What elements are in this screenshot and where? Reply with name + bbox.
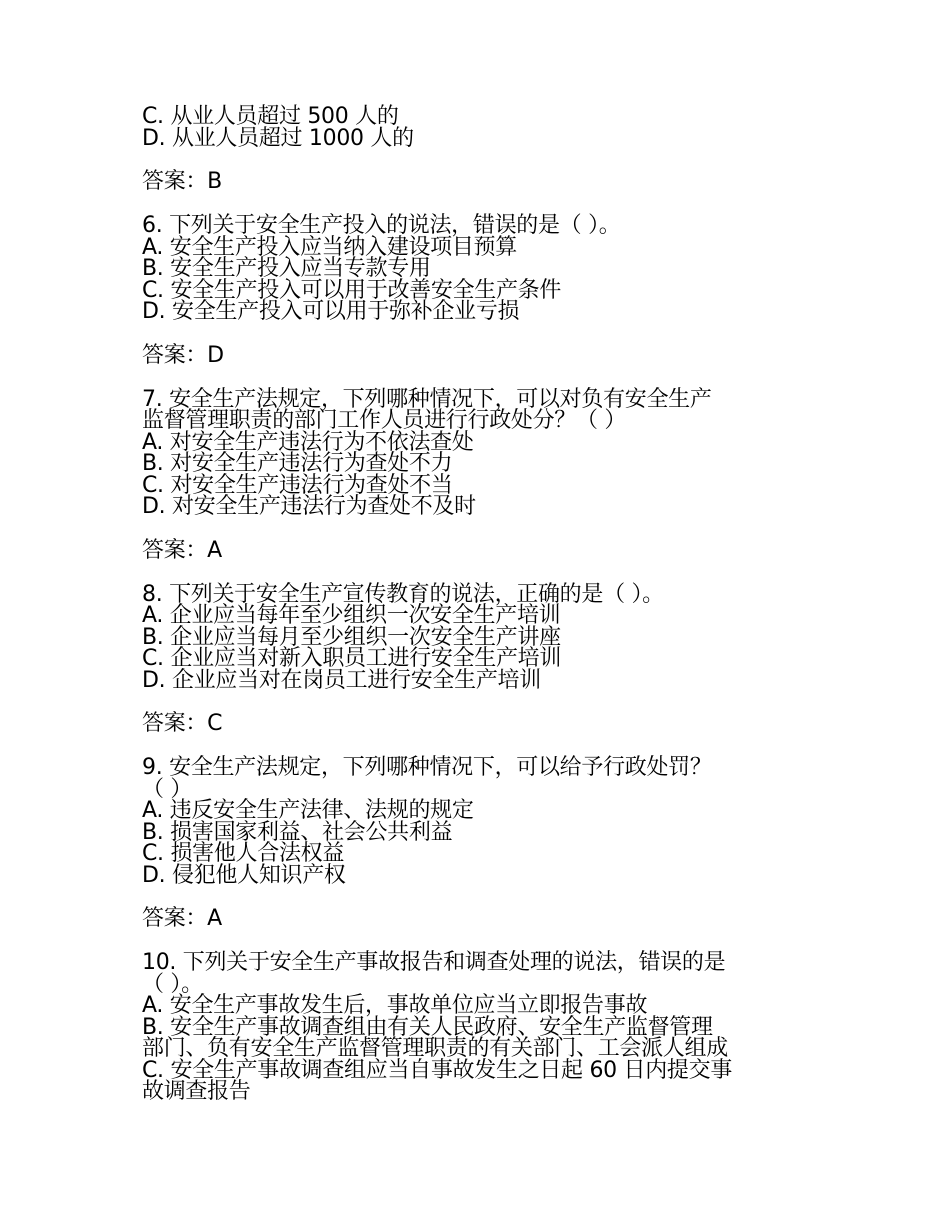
option-c: C. 企业应当对新入职员工进行安全生产培训 [142, 646, 562, 671]
question-text: 9. 安全生产法规定，下列哪种情况下，可以给予行政处罚？ [142, 755, 712, 780]
question-text: 7. 安全生产法规定，下列哪种情况下，可以对负有安全生产 [142, 386, 712, 412]
question-text: 6. 下列关于安全生产投入的说法，错误的是（ ）。 [142, 213, 621, 238]
option-b: B. 安全生产投入应当专款专用 [142, 256, 431, 281]
option-c: C. 安全生产投入可以用于改善安全生产条件 [142, 277, 562, 303]
option-a: A. 违反安全生产法律、法规的规定 [142, 798, 474, 823]
question-text: 8. 下列关于安全生产宣传教育的说法，正确的是（ ）。 [142, 581, 664, 607]
question-block-7 [142, 386, 822, 563]
option-a: A. 企业应当每年至少组织一次安全生产培训 [142, 603, 561, 628]
question-block-5-tail [142, 106, 822, 194]
option-d: D. 侵犯他人知识产权 [142, 862, 346, 888]
document-content [142, 106, 822, 1103]
option-a: A. 安全生产投入应当纳入建设项目预算 [142, 234, 517, 260]
answer-line: 答案：D [142, 342, 224, 368]
option-b-cont: 部门、负有安全生产监督管理职责的有关部门、工会派人组成 [142, 1036, 728, 1061]
answer-line: 答案：A [142, 537, 222, 563]
question-block-6 [142, 215, 822, 368]
option-d: D. 对安全生产违法行为查处不及时 [142, 494, 476, 519]
question-text-cont: 监督管理职责的部门工作人员进行行政处分？（ ） [142, 408, 627, 433]
answer-line: 答案：A [142, 906, 222, 931]
option-d: D. 企业应当对在岗员工进行安全生产培训 [142, 667, 541, 693]
answer-line: 答案：B [142, 169, 222, 194]
option-b: B. 安全生产事故调查组由有关人民政府、安全生产监督管理 [142, 1014, 713, 1040]
option-b: B. 企业应当每月至少组织一次安全生产讲座 [142, 624, 561, 650]
question-block-9 [142, 757, 822, 931]
option-c-cont: 故调查报告 [142, 1079, 251, 1104]
option-c: C. 安全生产事故调查组应当自事故发生之日起 60 日内提交事 [142, 1057, 733, 1083]
question-text-cont: （ ）。 [142, 971, 203, 997]
option-d: D. 安全生产投入可以用于弥补企业亏损 [142, 299, 520, 324]
option-a: A. 安全生产事故发生后，事故单位应当立即报告事故 [142, 993, 648, 1018]
question-text-cont: （ ） [142, 776, 193, 802]
option-b: B. 损害国家利益、社会公共利益 [142, 819, 453, 845]
option-c: C. 从业人员超过 500 人的 [142, 104, 399, 129]
option-d: D. 从业人员超过 1000 人的 [142, 125, 414, 151]
question-block-10 [142, 952, 822, 1103]
question-block-8 [142, 581, 822, 737]
option-b: B. 对安全生产违法行为查处不力 [142, 451, 453, 476]
answer-line: 答案：C [142, 711, 223, 736]
option-a: A. 对安全生产违法行为不依法查处 [142, 429, 474, 455]
question-text: 10. 下列关于安全生产事故报告和调查处理的说法，错误的是 [142, 950, 726, 975]
option-c: C. 对安全生产违法行为查处不当 [142, 472, 453, 498]
option-c: C. 损害他人合法权益 [142, 841, 345, 866]
